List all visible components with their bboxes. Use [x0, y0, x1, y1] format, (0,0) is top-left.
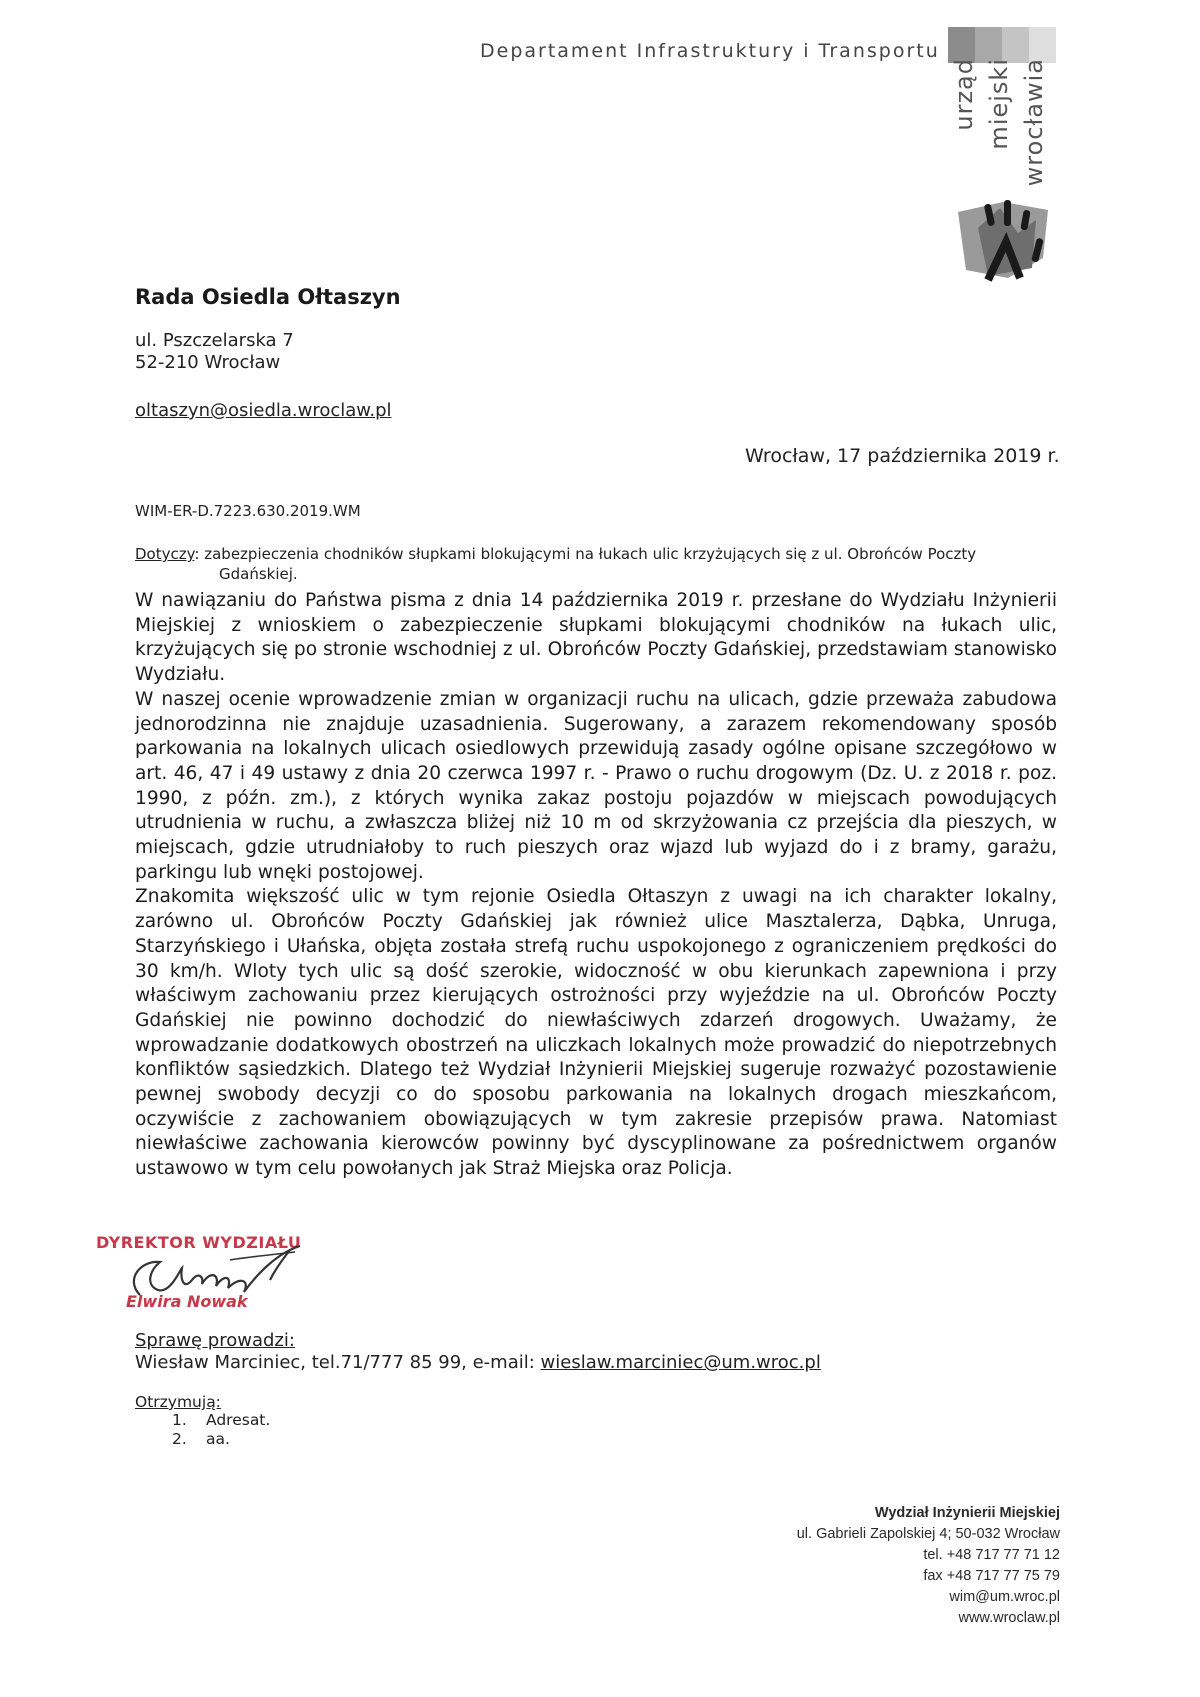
department-name: Departament Infrastruktury i Transportu [480, 40, 940, 62]
letter-body [135, 589, 1057, 1182]
handler-info [135, 1352, 821, 1373]
recipient-email-link[interactable]: oltaszyn@osiedla.wroclaw.pl [135, 400, 392, 421]
subject-text-cont: Gdańskiej. [219, 565, 298, 583]
footer-contact [797, 1503, 1060, 1629]
handler-text: Wiesław Marciniec, tel.71/777 85 99, e-mail: [135, 1352, 541, 1373]
recipients-label: Otrzymują: [135, 1393, 221, 1411]
city-logo-mark [948, 198, 1056, 288]
subject-text: : zabezpieczenia chodników słupkami blokującymi na łukach ulic krzyżujących się z ul. Obrońców Poczty [194, 545, 977, 563]
handler-label: Sprawę prowadzi: [135, 1330, 295, 1351]
footer-web-link[interactable]: www.wroclaw.pl [958, 1610, 1060, 1626]
reference-number: WIM-ER-D.7223.630.2019.WM [135, 502, 361, 520]
recipients-list [172, 1411, 270, 1449]
subject-line [135, 544, 1065, 584]
logo-text-urzad: urząd [950, 58, 978, 131]
footer-email-link[interactable]: wim@um.wroc.pl [949, 1589, 1060, 1605]
list-item: 2. aa. [172, 1430, 230, 1448]
stamp-name: Elwira Nowak [126, 1292, 248, 1311]
body-paragraph: W nawiązaniu do Państwa pisma z dnia 14 października 2019 r. przesłane do Wydziału Inżynierii Miejskiej z wnioskiem o zabezpieczenie słupkami blokującymi chodników na łukach ulic, krzyżujących się po stronie wschodniej z ul. Obrońców Poczty Gdańskiej, przedstawiam stanowisko Wydziału. [135, 590, 1057, 686]
logo-text-wroclawia: wrocławia [1020, 58, 1048, 187]
body-paragraph: Znakomita większość ulic w tym rejonie Osiedla Ołtaszyn z uwagi na ich charakter lokalny, zarówno ul. Obrońców Poczty Gdańskiej jak również ulice Masztalerza, Dąbka, Unruga, Starzyńskiego i Ułańska, objęta została strefą ruchu uspokojonego z ograniczeniem prędkości do 30 km/h. Wloty tych ulic są dość szerokie, widoczność w obu kierunkach zapewniona i przy właściwym zachowaniu przez kierujących ostrożności przy wyjeździe na ul. Obrońców Poczty Gdańskiej nie powinno dochodzić do niewłaściwych zdarzeń drogowych. Uważamy, że wprowadzanie dodatkowych obostrzeń na uliczkach lokalnych może prowadzić do niepotrzebnych konfliktów sąsiedzkich. Dlatego też Wydział Inżynierii Miejskiej sugeruje rozważyć pozostawienie pewnej swobody decyzji co do sposobu parkowania na lokalnych drogach mieszkańcom, oczywiście z zachowaniem obowiązujących w tym zakresie przepisów prawa. Natomiast niewłaściwe zachowania kierowców powinny być dyscyplinowane za pośrednictwem organów ustawowo w tym celu powołanych jak Straż Miejska oraz Policja. [135, 886, 1057, 1180]
recipient-street: ul. Pszczelarska 7 [135, 330, 294, 351]
recipient-name: Rada Osiedla Ołtaszyn [135, 285, 401, 309]
handler-email-link[interactable]: wieslaw.marciniec@um.wroc.pl [540, 1352, 821, 1373]
logo-text-miejski: miejski [985, 58, 1013, 150]
letter-date: Wrocław, 17 października 2019 r. [745, 445, 1060, 467]
recipient-city: 52-210 Wrocław [135, 352, 281, 373]
body-paragraph: W naszej ocenie wprowadzenie zmian w organizacji ruchu na ulicach, gdzie przeważa zabudowa jednorodzinna nie znajduje uzasadnienia. Sugerowany, a zarazem rekomendowany sposób parkowania na lokalnych ulicach osiedlowych przewidują zasady ogólne opisane szczegółowo w art. 46, 47 i 49 ustawy z dnia 20 czerwca 1997 r. - Prawo o ruchu drogowym (Dz. U. z 2018 r. poz. 1990, z późn. zm.), z których wynika zakaz postoju pojazdów w miejscach powodujących utrudnienia w ruchu, a zwłaszcza bliżej niż 10 m od skrzyżowania cz przejścia dla pieszych, w miejscach, gdzie utrudniałoby to ruch pieszych oraz wjazd lub wyjazd do i z bramy, garażu, parkingu lub wnęki postojowej. [135, 688, 1057, 883]
list-item: 1. Adresat. [172, 1411, 271, 1429]
footer-tel: tel. +48 717 77 71 12 [923, 1547, 1060, 1563]
footer-address: ul. Gabrieli Zapolskiej 4; 50-032 Wrocław [796, 1526, 1060, 1542]
stamp-title: DYREKTOR WYDZIAŁU [96, 1233, 302, 1252]
footer-fax: fax +48 717 77 75 79 [923, 1568, 1060, 1584]
subject-label: Dotyczy [135, 545, 195, 563]
footer-unit: Wydział Inżynierii Miejskiej [874, 1505, 1060, 1521]
